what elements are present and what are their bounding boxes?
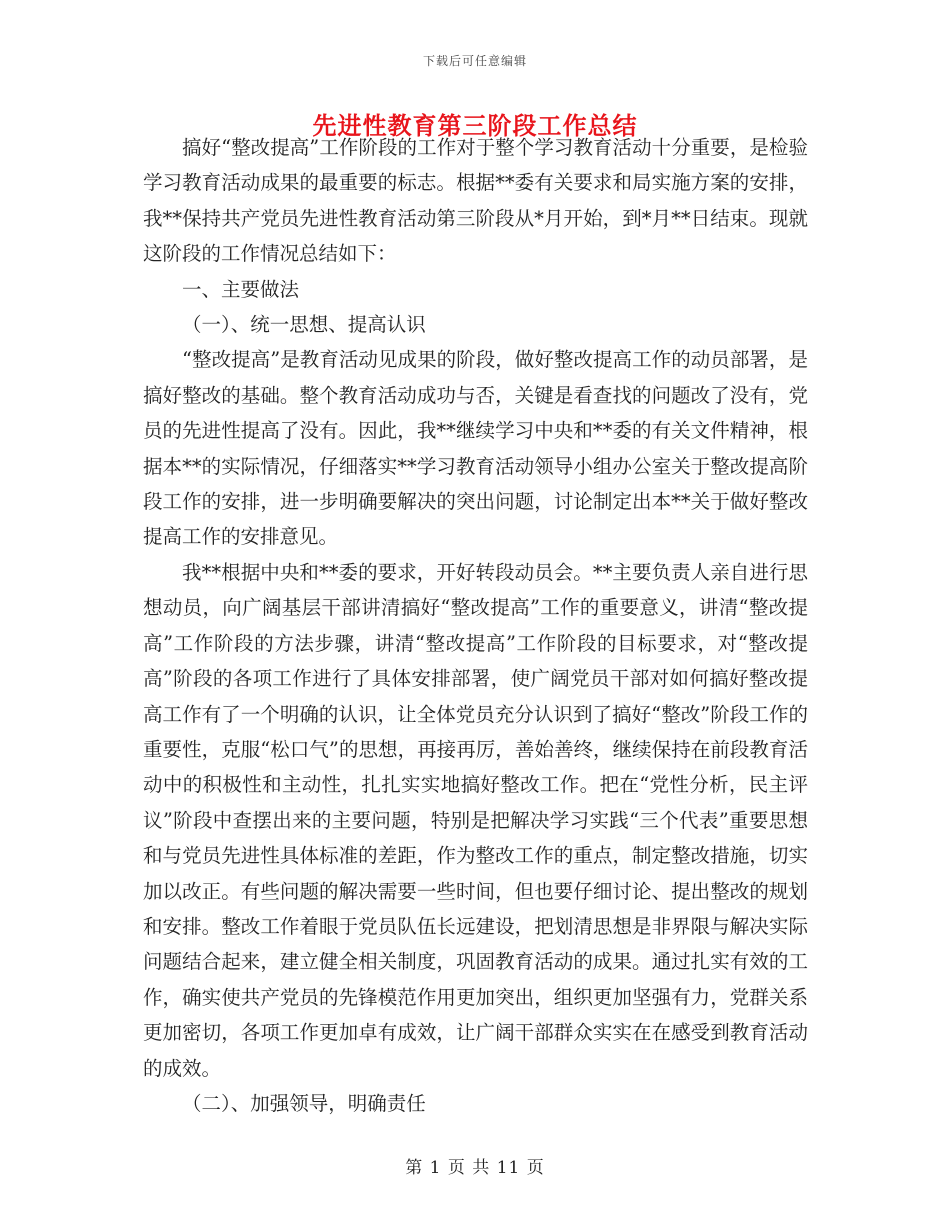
subsection-heading-2: （二）、加强领导，明确责任 xyxy=(182,1091,426,1115)
paragraph-intro: 搞好“整改提高”工作阶段的工作对于整个学习教育活动十分重要，是检验学习教育活动成果的最重要的标志。根据**委有关要求和局实施方案的安排，我**保持共产党员先进性教育活动第三阶段从*月开始，到*月**日结束。现就这阶段的工作情况总结如下： xyxy=(143,136,808,266)
paragraph-2: 我**根据中央和**委的要求，开好转段动员会。**主要负责人亲自进行思想动员，向广阔基层干部讲清搞好“整改提高”工作的重要意义，讲清“整改提高”工作阶段的方法步骤，讲清“整改提高”工作阶段的目标要求，对“整改提高”阶段的各项工作进行了具体安排部署，使广阔党员干部对如何搞好整改提高工作有了一个明确的认识，让全体党员充分认识到了搞好“整改”阶段工作的重要性，克服“松口气”的思想，再接再厉，善始善终，继续保持在前段教育活动中的积极性和主动性，扎扎实实地搞好整改工作。把在“党性分析，民主评议”阶段中查摆出来的主要问题，特别是把解决学习实践“三个代表”重要思想和与党员先进性具体标准的差距，作为整改工作的重点，制定整改措施，切实加以改正。有些问题的解决需要一些时间，但也要仔细讨论、提出整改的规划和安排。整改工作着眼于党员队伍长远建设，把划清思想是非界限与解决实际问题结合起来，建立健全相关制度，巩固教育活动的成果。通过扎实有效的工作，确实使共产党员的先锋模范作用更加突出，组织更加坚强有力，党群关系更加密切，各项工作更加卓有成效，让广阔干部群众实实在在感受到教育活动的成效。 xyxy=(143,560,808,1080)
document-body xyxy=(143,130,808,1121)
paragraph-1: “整改提高”是教育活动见成果的阶段，做好整改提高工作的动员部署，是搞好整改的基础。整个教育活动成功与否，关键是看查找的问题改了没有，党员的先进性提高了没有。因此，我**继续学习中央和**委的有关文件精神，根据本**的实际情况，仔细落实**学习教育活动领导小组办公室关于整改提高阶段工作的安排，进一步明确要解决的突出问题，讨论制定出本**关于做好整改提高工作的安排意见。 xyxy=(143,348,808,549)
header-note: 下载后可任意编辑 xyxy=(422,54,527,68)
page-footer: 第 1 页 共 11 页 xyxy=(405,1158,545,1178)
document-title: 先进性教育第三阶段工作总结 xyxy=(312,111,638,140)
section-heading-main-practices: 一、主要做法 xyxy=(182,277,300,301)
subsection-heading-1: （一）、统一思想、提高认识 xyxy=(182,313,426,337)
